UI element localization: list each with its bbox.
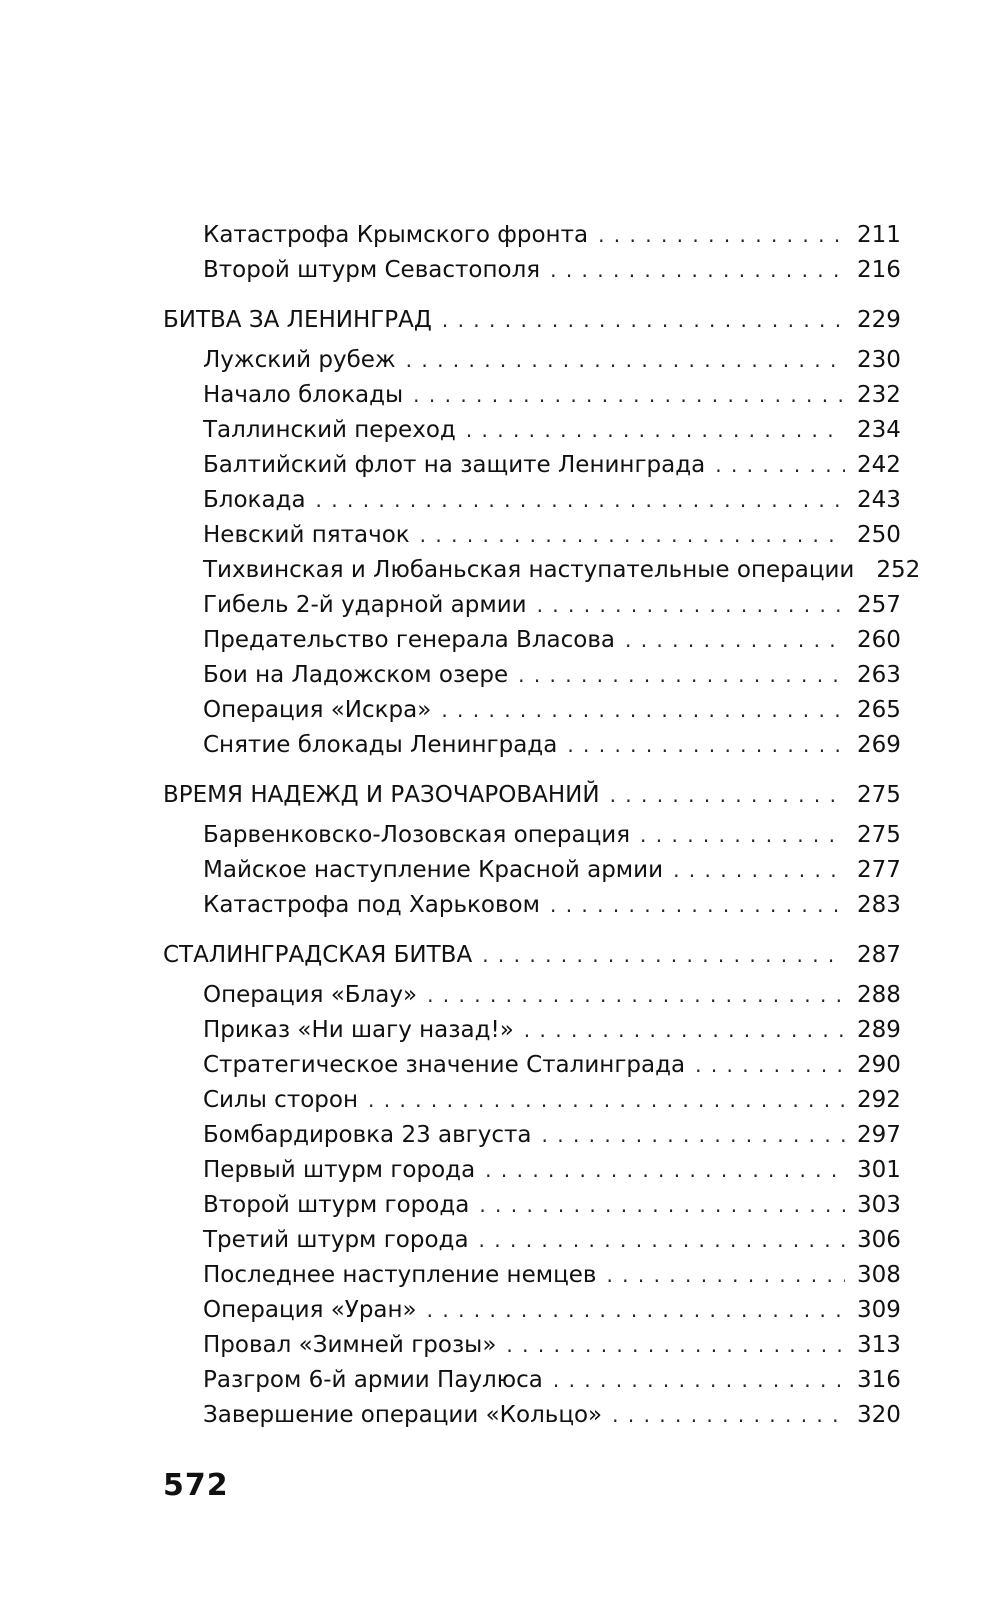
dot-leader [406, 343, 845, 378]
toc-entry [163, 888, 899, 923]
toc-entry-title: СТАЛИНГРАДСКАЯ БИТВА [163, 942, 473, 968]
toc-entry-page: 260 [857, 627, 901, 653]
dot-leader [715, 448, 845, 483]
toc-entry-page: 288 [857, 982, 901, 1008]
toc-entry-page: 303 [857, 1192, 901, 1218]
toc-entry [163, 728, 899, 763]
toc-entry-title: Операция «Уран» [203, 1297, 417, 1323]
toc-entry [163, 588, 899, 623]
toc-entry [163, 978, 899, 1013]
toc-entry-page: 275 [857, 822, 901, 848]
toc-entry-title: Лужский рубеж [203, 347, 396, 373]
toc-entry [163, 1223, 899, 1258]
toc-entry-title: Снятие блокады Ленинграда [203, 732, 558, 758]
toc-entry [163, 1013, 899, 1048]
toc-entry-title: Катастрофа Крымского фронта [203, 222, 589, 248]
toc-entry-page: 263 [857, 662, 901, 688]
dot-leader [479, 1188, 845, 1223]
toc-entry-title: Третий штурм города [203, 1227, 469, 1253]
toc-entry-page: 269 [857, 732, 901, 758]
toc-entry-title: Бомбардировка 23 августа [203, 1122, 532, 1148]
toc-entry-title: Таллинский переход [203, 417, 456, 443]
dot-leader [524, 1013, 845, 1048]
toc-entry-page: 277 [857, 857, 901, 883]
dot-leader [625, 623, 845, 658]
dot-leader [466, 413, 845, 448]
toc-entry-title: Завершение операции «Кольцо» [203, 1402, 603, 1428]
toc-entry [163, 1293, 899, 1328]
toc-entry-page: 232 [857, 382, 901, 408]
toc-entry [163, 343, 899, 378]
toc-entry [163, 658, 899, 693]
toc-entry-page: 252 [876, 557, 921, 583]
toc-section-heading [163, 302, 899, 339]
toc-entry [163, 623, 899, 658]
dot-leader [485, 1153, 845, 1188]
toc-entry [163, 1188, 899, 1223]
dot-leader [427, 1293, 845, 1328]
dot-leader [413, 378, 845, 413]
toc-entry-title: Разгром 6-й армии Паулюса [203, 1367, 543, 1393]
toc-entry [163, 378, 899, 413]
toc-entry [163, 1398, 899, 1433]
dot-leader [606, 1258, 845, 1293]
toc-entry [163, 1118, 899, 1153]
toc-entry-page: 313 [857, 1332, 901, 1358]
table-of-contents [163, 218, 921, 1433]
toc-entry-page: 250 [857, 522, 901, 548]
toc-entry-title: Приказ «Ни шагу назад!» [203, 1017, 514, 1043]
dot-leader [567, 728, 845, 763]
toc-entry [163, 448, 899, 483]
toc-entry-title: Катастрофа под Харьковом [203, 892, 540, 918]
toc-entry [163, 483, 899, 518]
dot-leader [695, 1048, 845, 1083]
dot-leader [442, 302, 845, 339]
toc-entry-title: Тихвинская и Любаньская наступательные операции [203, 557, 855, 583]
toc-entry-title: Предательство генерала Власова [203, 627, 615, 653]
toc-entry-page: 211 [857, 222, 901, 248]
dot-leader [441, 693, 845, 728]
toc-entry-page: 289 [857, 1017, 901, 1043]
toc-entry [163, 218, 899, 253]
toc-entry-page: 309 [857, 1297, 901, 1323]
toc-entry-page: 287 [857, 942, 901, 968]
dot-leader [550, 253, 845, 288]
toc-entry [163, 253, 899, 288]
dot-leader [427, 978, 845, 1013]
toc-entry [163, 553, 921, 588]
dot-leader [550, 888, 845, 923]
toc-entry-title: Второй штурм Севастополя [203, 257, 541, 283]
dot-leader [610, 777, 845, 814]
dot-leader [553, 1363, 845, 1398]
dot-leader [612, 1398, 845, 1433]
toc-entry-page: 283 [857, 892, 901, 918]
toc-entry-title: ВРЕМЯ НАДЕЖД И РАЗОЧАРОВАНИЙ [163, 782, 600, 808]
toc-entry-page: 308 [857, 1262, 901, 1288]
dot-leader [537, 588, 845, 623]
toc-entry-page: 242 [857, 452, 901, 478]
toc-entry-title: Провал «Зимней грозы» [203, 1332, 497, 1358]
toc-entry-page: 216 [857, 257, 901, 283]
toc-entry-title: Майское наступление Красной армии [203, 857, 664, 883]
dot-leader [673, 853, 845, 888]
toc-entry [163, 1363, 899, 1398]
toc-section-heading [163, 777, 899, 814]
dot-leader [420, 518, 845, 553]
toc-entry-title: Второй штурм города [203, 1192, 470, 1218]
toc-entry-page: 265 [857, 697, 901, 723]
toc-entry [163, 1153, 899, 1188]
toc-entry-title: Гибель 2-й ударной армии [203, 592, 527, 618]
dot-leader [542, 1118, 845, 1153]
toc-entry-page: 306 [857, 1227, 901, 1253]
toc-entry-title: Последнее наступление немцев [203, 1262, 597, 1288]
toc-entry-title: Невский пятачок [203, 522, 410, 548]
toc-entry-page: 229 [857, 307, 901, 333]
toc-entry-title: Первый штурм города [203, 1157, 476, 1183]
toc-entry-page: 316 [857, 1367, 901, 1393]
toc-entry-page: 301 [857, 1157, 901, 1183]
toc-entry-page: 230 [857, 347, 901, 373]
dot-leader [518, 658, 845, 693]
toc-entry-title: Операция «Искра» [203, 697, 432, 723]
toc-entry-title: Балтийский флот на защите Ленинграда [203, 452, 706, 478]
toc-entry-title: Стратегическое значение Сталинграда [203, 1052, 686, 1078]
toc-entry-title: Барвенковско-Лозовская операция [203, 822, 631, 848]
dot-leader [598, 218, 845, 253]
toc-entry-page: 320 [857, 1402, 901, 1428]
toc-entry-page: 234 [857, 417, 901, 443]
toc-entry [163, 818, 899, 853]
toc-entry [163, 853, 899, 888]
toc-entry-title: Операция «Блау» [203, 982, 418, 1008]
dot-leader [506, 1328, 845, 1363]
dot-leader [482, 937, 845, 974]
toc-entry-page: 257 [857, 592, 901, 618]
dot-leader [368, 1083, 845, 1118]
toc-entry [163, 413, 899, 448]
toc-entry-title: Силы сторон [203, 1087, 359, 1113]
toc-entry-page: 297 [857, 1122, 901, 1148]
toc-entry-page: 292 [857, 1087, 901, 1113]
toc-entry [163, 1328, 899, 1363]
toc-section-heading [163, 937, 899, 974]
toc-entry [163, 1258, 899, 1293]
dot-leader [640, 818, 845, 853]
toc-entry [163, 693, 899, 728]
toc-entry-title: БИТВА ЗА ЛЕНИНГРАД [163, 307, 432, 333]
toc-entry [163, 1083, 899, 1118]
toc-entry-title: Начало блокады [203, 382, 404, 408]
toc-entry-page: 275 [857, 782, 901, 808]
toc-entry-page: 290 [857, 1052, 901, 1078]
toc-entry-page: 243 [857, 487, 901, 513]
page-number: 572 [163, 1468, 229, 1503]
toc-entry [163, 518, 899, 553]
toc-entry [163, 1048, 899, 1083]
toc-entry-title: Блокада [203, 487, 306, 513]
dot-leader [316, 483, 845, 518]
toc-entry-title: Бои на Ладожском озере [203, 662, 509, 688]
dot-leader [479, 1223, 845, 1258]
